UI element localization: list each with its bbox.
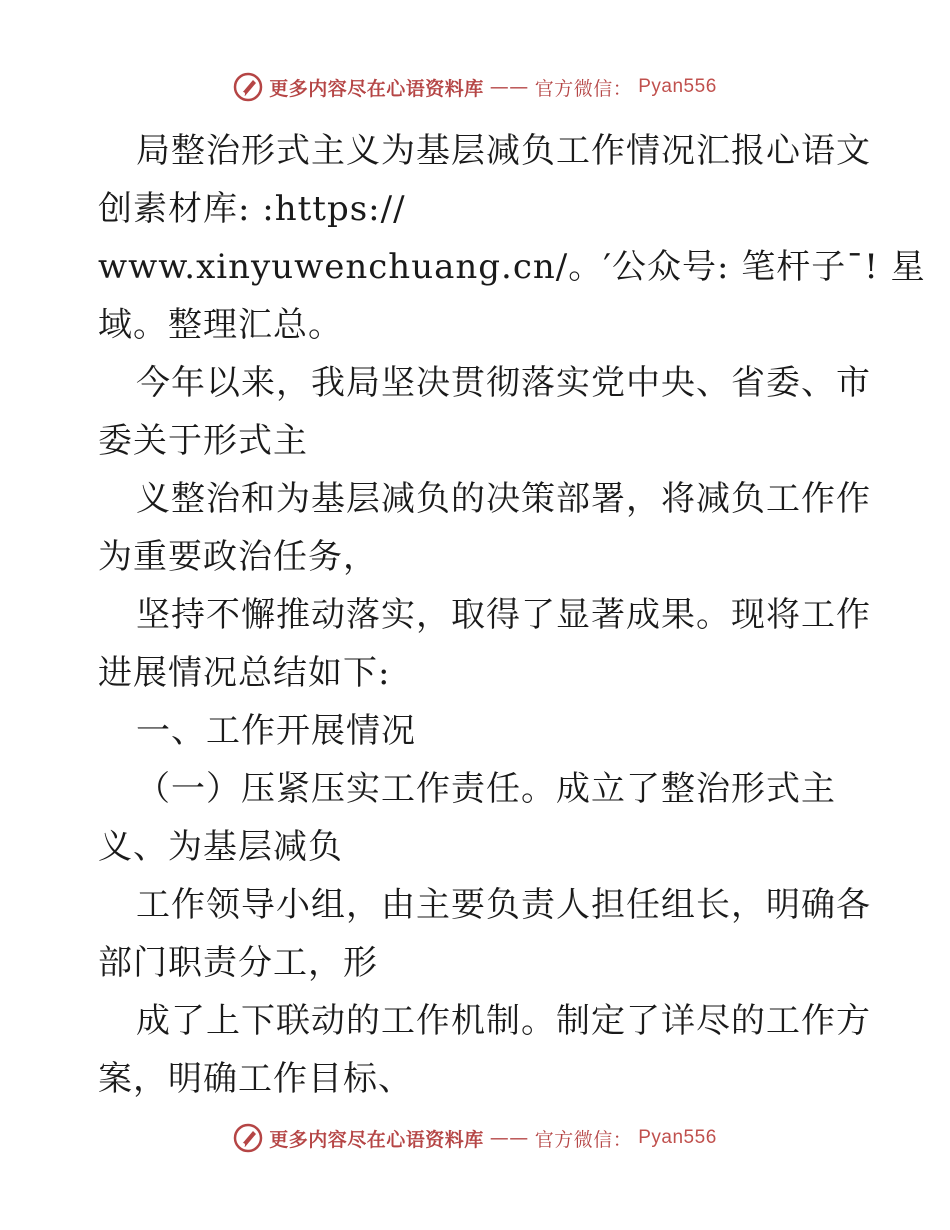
- text-line: 义、为基层减负: [98, 827, 343, 867]
- text-line: 委关于形式主: [98, 421, 308, 461]
- text-line: 为重要政治任务，: [98, 537, 378, 577]
- text-line: 义整治和为基层减负的决策部署，将减负工作作: [136, 479, 871, 519]
- watermark-main-text: 更多内容尽在心语资料库: [269, 77, 484, 100]
- text-line: 坚持不懈推动落实，取得了显著成果。现将工作: [136, 595, 871, 635]
- text-line: 域。整理汇总。: [98, 305, 343, 345]
- subsection-heading: （一）压紧压实工作责任。成立了整治形式主: [136, 769, 836, 809]
- watermark-dash: ——: [489, 76, 529, 98]
- watermark-main-text: 更多内容尽在心语资料库: [269, 1128, 484, 1151]
- section-heading: 一、工作开展情况: [136, 711, 416, 751]
- pen-logo-icon: [233, 1123, 263, 1153]
- watermark-dash: ——: [489, 1127, 529, 1149]
- watermark-header: [0, 72, 950, 102]
- watermark-wechat-id: Pyan556: [638, 1127, 717, 1148]
- watermark-wechat-id: Pyan556: [638, 76, 717, 97]
- watermark-side-text: 官方微信：: [534, 1128, 633, 1151]
- text-line: 工作领导小组，由主要负责人担任组长，明确各: [136, 885, 871, 925]
- pen-logo-icon: [233, 72, 263, 102]
- watermark-side-text: 官方微信：: [534, 77, 633, 100]
- text-line: 案，明确工作目标、: [98, 1059, 413, 1099]
- text-line: 局整治形式主义为基层减负工作情况汇报心语文: [136, 131, 871, 171]
- text-line: 创素材库: :https://: [98, 189, 406, 229]
- text-line: 进展情况总结如下:: [98, 653, 391, 693]
- watermark-footer: [0, 1123, 950, 1153]
- text-line: www.xinyuwenchuang.cn/。′公众号: 笔杆子¯! 星: [98, 247, 926, 287]
- text-line: 部门职责分工，形: [98, 943, 378, 983]
- document-body: [98, 122, 926, 1108]
- text-line: 今年以来，我局坚决贯彻落实党中央、省委、市: [136, 363, 871, 403]
- text-line: 成了上下联动的工作机制。制定了详尽的工作方: [136, 1001, 871, 1041]
